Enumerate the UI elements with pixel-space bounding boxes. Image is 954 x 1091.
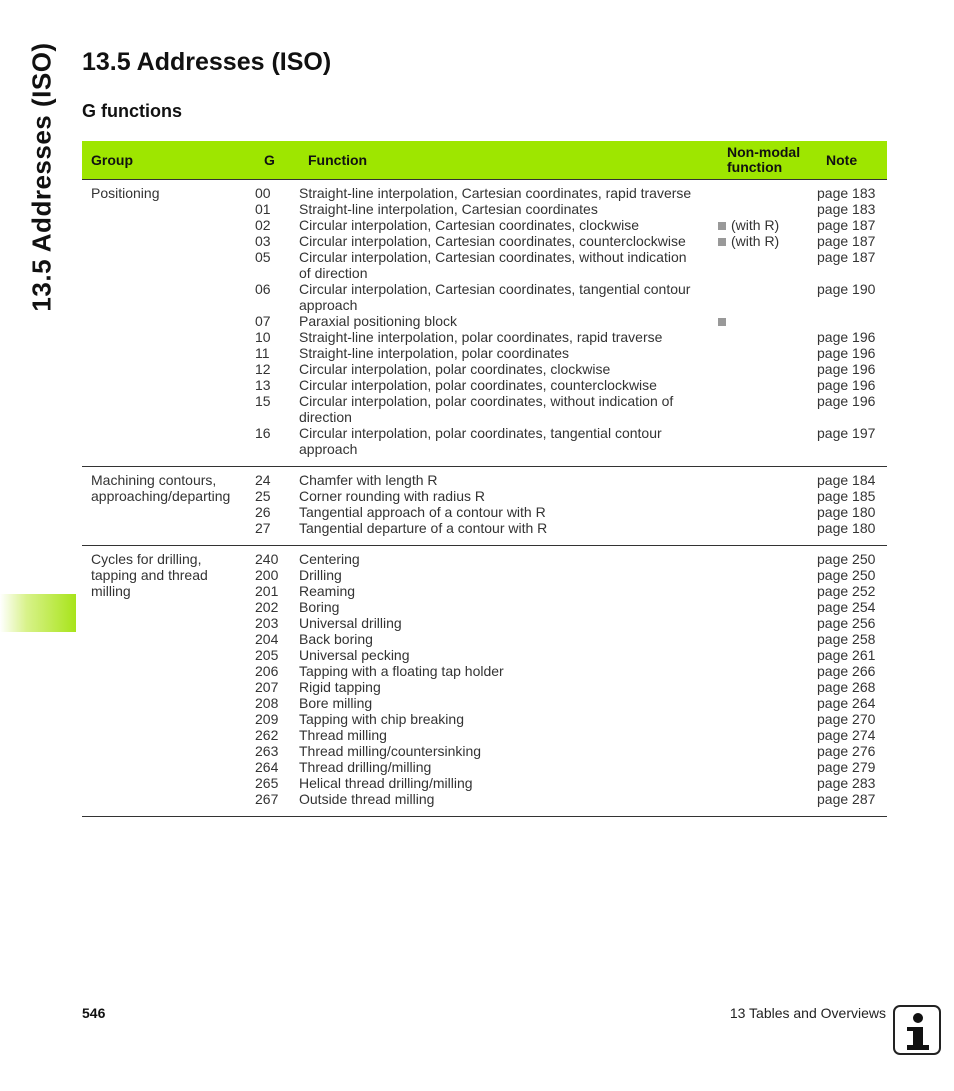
function-description [299,679,718,695]
g-code: 206 [255,663,279,679]
function-line: Circular interpolation, polar coordinates, counterclockwise [299,377,657,393]
info-icon-dot [913,1013,923,1023]
table-row [255,791,887,807]
page-reference: page 196 [817,329,876,345]
page-reference: page 266 [817,663,876,679]
function-line: Universal pecking [299,647,410,663]
header-group: Group [82,141,255,180]
function-line: Helical thread drilling/milling [299,775,473,791]
g-code: 15 [255,393,271,409]
function-description [299,631,718,647]
function-description [299,377,718,393]
page-reference: page 184 [817,472,876,488]
page-reference: page 183 [817,201,876,217]
group-name-cell [82,180,255,467]
function-description [299,504,718,520]
header-function-text: Function [308,151,368,168]
g-code: 265 [255,775,279,791]
function-description [299,711,718,727]
function-line: Tangential approach of a contour with R [299,504,546,520]
group-name-line: Machining contours, [91,472,217,488]
g-code: 25 [255,488,271,504]
function-description [299,663,718,679]
function-description [299,201,718,217]
table-row [255,615,887,631]
info-icon [893,1005,941,1055]
non-modal-cell [718,281,817,313]
chapter-thumb-tab [0,594,76,632]
non-modal-cell [718,647,817,663]
function-description [299,281,718,313]
g-code: 264 [255,759,279,775]
group-name-line: Cycles for drilling, [91,551,202,567]
non-modal-cell [718,551,817,567]
function-line: Tapping with chip breaking [299,711,464,727]
g-code: 24 [255,472,271,488]
g-code: 02 [255,217,271,233]
g-code: 204 [255,631,279,647]
header-non-modal-line2: function [727,159,783,175]
square-bullet-icon [718,222,726,230]
non-modal-cell [718,377,817,393]
function-description [299,313,718,329]
page-reference: page 287 [817,791,876,807]
page-reference: page 196 [817,345,876,361]
non-modal-cell [718,233,817,249]
page-reference: page 279 [817,759,876,775]
function-description [299,472,718,488]
function-line: Corner rounding with radius R [299,488,485,504]
g-code: 00 [255,185,271,201]
page-reference: page 196 [817,377,876,393]
table-row [255,345,887,361]
non-modal-cell [718,599,817,615]
non-modal-cell [718,615,817,631]
g-code: 205 [255,647,279,663]
square-bullet-icon [718,318,726,326]
non-modal-text: (with R) [731,233,780,249]
g-code: 207 [255,679,279,695]
non-modal-cell [718,631,817,647]
page-reference: page 258 [817,631,876,647]
page-reference: page 264 [817,695,876,711]
g-code: 05 [255,249,271,265]
function-line: Universal drilling [299,615,402,631]
non-modal-cell [718,759,817,775]
non-modal-cell [718,249,817,281]
function-line: Thread drilling/milling [299,759,432,775]
table-row [255,488,887,504]
function-description [299,233,718,249]
non-modal-cell [718,361,817,377]
function-line: Thread milling/countersinking [299,743,482,759]
table-row [255,663,887,679]
table-row [255,393,887,425]
function-description [299,743,718,759]
function-line: Bore milling [299,695,373,711]
function-line: Circular interpolation, polar coordinates, clockwise [299,361,611,377]
non-modal-cell [718,185,817,201]
table-row [255,551,887,567]
function-description [299,488,718,504]
page-reference: page 250 [817,567,876,583]
function-description [299,345,718,361]
page-reference: page 187 [817,233,876,249]
g-code: 208 [255,695,279,711]
group-entries-cell [255,180,887,467]
non-modal-cell [718,329,817,345]
group-entries-cell [255,467,887,546]
group-name-line: approaching/departing [91,488,231,504]
non-modal-cell [718,679,817,695]
function-line: Straight-line interpolation, polar coordinates [299,345,570,361]
page-reference: page 268 [817,679,876,695]
table-row [255,647,887,663]
function-line: Thread milling [299,727,387,743]
table-row [255,329,887,345]
function-description [299,695,718,711]
g-code: 03 [255,233,271,249]
page-reference: page 196 [817,393,876,409]
group-entries-cell [255,546,887,817]
function-line: Tapping with a floating tap holder [299,663,504,679]
header-non-modal [718,141,817,180]
page-reference: page 250 [817,551,876,567]
g-code: 06 [255,281,271,297]
square-bullet-icon [718,238,726,246]
page-reference: page 187 [817,249,876,265]
function-description [299,393,718,425]
non-modal-cell [718,345,817,361]
table-group-row [82,180,887,467]
group-name-cell [82,546,255,817]
page-reference: page 276 [817,743,876,759]
function-line: Circular interpolation, Cartesian coordinates, tangential contour [299,281,691,297]
function-description [299,775,718,791]
g-code: 209 [255,711,279,727]
non-modal-cell [718,217,817,233]
table-row [255,425,887,457]
page-reference: page 183 [817,185,876,201]
page-reference: page 196 [817,361,876,377]
function-description [299,567,718,583]
table-row [255,185,887,201]
side-chapter-title [20,42,64,312]
g-code: 26 [255,504,271,520]
info-icon-serif-bottom [907,1045,929,1050]
g-code: 267 [255,791,279,807]
function-description [299,583,718,599]
non-modal-cell [718,313,817,329]
g-code: 10 [255,329,271,345]
non-modal-cell [718,504,817,520]
table-group-row [82,467,887,546]
non-modal-cell [718,727,817,743]
function-line: Circular interpolation, Cartesian coordinates, clockwise [299,217,640,233]
page-reference: page 270 [817,711,876,727]
non-modal-cell [718,695,817,711]
table-row [255,599,887,615]
g-code: 07 [255,313,271,329]
g-code: 203 [255,615,279,631]
table-body [82,180,887,817]
function-line: Boring [299,599,340,615]
non-modal-cell [718,488,817,504]
g-code: 27 [255,520,271,536]
function-description [299,217,718,233]
g-code: 202 [255,599,279,615]
page-reference: page 185 [817,488,876,504]
g-code: 240 [255,551,279,567]
table-row [255,711,887,727]
non-modal-cell [718,393,817,425]
footer-chapter: 13 Tables and Overviews [729,1005,886,1021]
function-description [299,599,718,615]
header-function [299,141,718,180]
g-code: 200 [255,567,279,583]
table-row [255,520,887,536]
page-reference: page 283 [817,775,876,791]
non-modal-cell [718,791,817,807]
page-title: 13.5 Addresses (ISO) [82,48,332,76]
table-row [255,775,887,791]
table-row [255,201,887,217]
function-description [299,185,718,201]
section-title: G functions [82,101,182,121]
table-row [255,727,887,743]
group-name-line: milling [91,583,131,599]
non-modal-cell [718,520,817,536]
function-line: Straight-line interpolation, Cartesian coordinates, rapid traverse [299,185,692,201]
function-line: Tangential departure of a contour with R [299,520,548,536]
non-modal-cell [718,567,817,583]
g-code: 201 [255,583,279,599]
page-reference: page 261 [817,647,876,663]
non-modal-cell [718,425,817,457]
table-row [255,583,887,599]
table-row [255,743,887,759]
function-line: Drilling [299,567,342,583]
non-modal-cell [718,583,817,599]
page-reference: page 254 [817,599,876,615]
function-line: Chamfer with length R [299,472,438,488]
g-code: 12 [255,361,271,377]
function-line: Reaming [299,583,356,599]
table-row [255,695,887,711]
page-reference: page 180 [817,504,876,520]
table-row [255,281,887,313]
function-line: Circular interpolation, polar coordinates, tangential contour [299,425,662,441]
table-group-row [82,546,887,817]
table-row [255,679,887,695]
table-row [255,631,887,647]
function-description [299,551,718,567]
page-reference: page 180 [817,520,876,536]
non-modal-cell [718,663,817,679]
g-code: 11 [255,345,270,361]
function-line: approach [299,441,358,457]
function-line: Straight-line interpolation, polar coordinates, rapid traverse [299,329,663,345]
table-row [255,377,887,393]
function-line: Centering [299,551,360,567]
page-reference: page 197 [817,425,876,441]
function-line: direction [299,409,352,425]
function-line: Circular interpolation, Cartesian coordinates, counterclockwise [299,233,686,249]
function-description [299,520,718,536]
non-modal-cell [718,775,817,791]
non-modal-cell [718,472,817,488]
header-non-modal-line1: Non-modal [727,144,801,160]
page-reference: page 252 [817,583,876,599]
function-description [299,727,718,743]
non-modal-text: (with R) [731,217,780,233]
table-row [255,249,887,281]
function-description [299,615,718,631]
g-functions-table [82,141,887,817]
table-row [255,759,887,775]
table-header-row [82,141,887,180]
function-description [299,759,718,775]
g-code: 16 [255,425,271,441]
table-row [255,504,887,520]
function-line: approach [299,297,358,313]
function-description [299,647,718,663]
table-row [255,217,887,233]
function-line: Rigid tapping [299,679,381,695]
non-modal-cell [718,201,817,217]
table-row [255,361,887,377]
non-modal-cell [718,711,817,727]
group-name-line: Positioning [91,185,160,201]
page-number: 546 [82,1005,106,1021]
page-reference: page 187 [817,217,876,233]
function-line: Paraxial positioning block [299,313,457,329]
g-code: 01 [255,201,271,217]
page-reference: page 256 [817,615,876,631]
function-description [299,791,718,807]
function-description [299,329,718,345]
function-line: Circular interpolation, polar coordinates, without indication of [299,393,674,409]
header-g: G [255,141,299,180]
table-row [255,472,887,488]
g-code: 262 [255,727,279,743]
page-reference: page 274 [817,727,876,743]
table-row [255,233,887,249]
g-code: 263 [255,743,279,759]
page-reference [817,313,887,329]
table-row [255,567,887,583]
function-line: Back boring [299,631,373,647]
header-note: Note [817,141,887,180]
function-line: Straight-line interpolation, Cartesian coordinates [299,201,598,217]
non-modal-cell [718,743,817,759]
function-description [299,249,718,281]
function-description [299,361,718,377]
table-row [255,313,887,329]
function-line: Outside thread milling [299,791,435,807]
g-code: 13 [255,377,271,393]
function-line: Circular interpolation, Cartesian coordinates, without indication [299,249,687,265]
page-reference: page 190 [817,281,876,297]
function-description [299,425,718,457]
group-name-cell [82,467,255,546]
group-name-line: tapping and thread [91,567,208,583]
function-line: of direction [299,265,368,281]
side-chapter-title-text: 13.5 Addresses (ISO) [26,42,57,312]
